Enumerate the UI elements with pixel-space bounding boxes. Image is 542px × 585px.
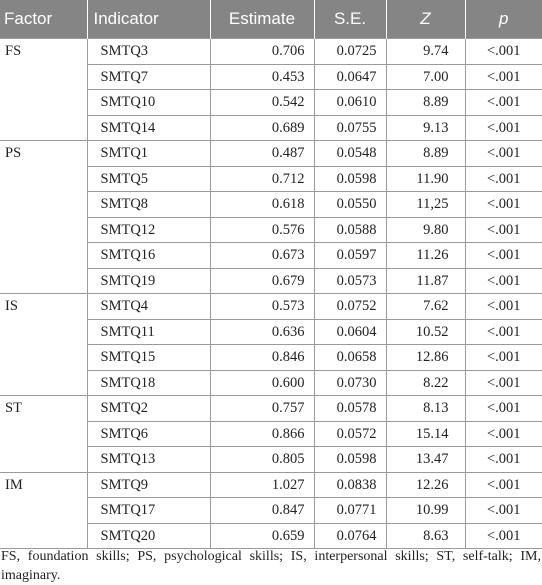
z-cell: 8.22 <box>386 370 465 396</box>
factor-cell: ST <box>0 396 87 473</box>
p-cell: <.001 <box>465 243 542 269</box>
z-cell: 11.87 <box>386 268 465 294</box>
p-cell: <.001 <box>465 192 542 218</box>
z-cell: 9.80 <box>386 217 465 243</box>
column-header-indicator: Indicator <box>87 0 210 39</box>
indicator-cell: SMTQ3 <box>87 39 210 65</box>
estimate-cell: 0.542 <box>210 90 314 116</box>
z-cell: 10.99 <box>386 498 465 524</box>
se-cell: 0.0588 <box>314 217 386 243</box>
se-cell: 0.0548 <box>314 141 386 167</box>
estimate-cell: 0.600 <box>210 370 314 396</box>
z-cell: 7.00 <box>386 64 465 90</box>
se-cell: 0.0764 <box>314 523 386 549</box>
se-cell: 0.0573 <box>314 268 386 294</box>
p-cell: <.001 <box>465 268 542 294</box>
se-cell: 0.0598 <box>314 166 386 192</box>
estimate-cell: 0.673 <box>210 243 314 269</box>
estimate-cell: 0.636 <box>210 319 314 345</box>
indicator-cell: SMTQ7 <box>87 64 210 90</box>
estimate-cell: 0.689 <box>210 115 314 141</box>
column-header-se: S.E. <box>314 0 386 39</box>
indicator-cell: SMTQ9 <box>87 472 210 498</box>
se-cell: 0.0604 <box>314 319 386 345</box>
z-cell: 13.47 <box>386 447 465 473</box>
se-cell: 0.0647 <box>314 64 386 90</box>
p-cell: <.001 <box>465 166 542 192</box>
z-cell: 8.63 <box>386 523 465 549</box>
p-cell: <.001 <box>465 447 542 473</box>
p-cell: <.001 <box>465 421 542 447</box>
estimate-cell: 0.576 <box>210 217 314 243</box>
z-cell: 15.14 <box>386 421 465 447</box>
factor-cell: PS <box>0 141 87 294</box>
table-body <box>0 39 542 549</box>
se-cell: 0.0597 <box>314 243 386 269</box>
column-header-estimate: Estimate <box>210 0 314 39</box>
indicator-cell: SMTQ5 <box>87 166 210 192</box>
estimate-cell: 0.866 <box>210 421 314 447</box>
table-row <box>0 472 542 498</box>
se-cell: 0.0752 <box>314 294 386 320</box>
estimate-cell: 0.847 <box>210 498 314 524</box>
estimate-cell: 0.453 <box>210 64 314 90</box>
indicator-cell: SMTQ12 <box>87 217 210 243</box>
column-header-p: p <box>465 0 542 39</box>
indicator-cell: SMTQ2 <box>87 396 210 422</box>
p-cell: <.001 <box>465 498 542 524</box>
p-cell: <.001 <box>465 472 542 498</box>
se-cell: 0.0550 <box>314 192 386 218</box>
p-cell: <.001 <box>465 370 542 396</box>
se-cell: 0.0610 <box>314 90 386 116</box>
estimate-cell: 0.712 <box>210 166 314 192</box>
estimate-cell: 0.618 <box>210 192 314 218</box>
z-cell: 9.13 <box>386 115 465 141</box>
estimate-cell: 0.706 <box>210 39 314 65</box>
factor-cell: IS <box>0 294 87 396</box>
p-cell: <.001 <box>465 396 542 422</box>
se-cell: 0.0838 <box>314 472 386 498</box>
z-cell: 12.86 <box>386 345 465 371</box>
z-cell: 9.74 <box>386 39 465 65</box>
estimate-cell: 0.573 <box>210 294 314 320</box>
estimate-cell: 0.659 <box>210 523 314 549</box>
indicator-cell: SMTQ10 <box>87 90 210 116</box>
p-cell: <.001 <box>465 345 542 371</box>
p-cell: <.001 <box>465 115 542 141</box>
indicator-cell: SMTQ20 <box>87 523 210 549</box>
estimate-cell: 0.805 <box>210 447 314 473</box>
p-cell: <.001 <box>465 319 542 345</box>
estimate-cell: 0.757 <box>210 396 314 422</box>
indicator-cell: SMTQ13 <box>87 447 210 473</box>
z-cell: 11.90 <box>386 166 465 192</box>
estimate-cell: 0.846 <box>210 345 314 371</box>
z-cell: 11.26 <box>386 243 465 269</box>
factor-cell: FS <box>0 39 87 141</box>
indicator-cell: SMTQ17 <box>87 498 210 524</box>
indicator-cell: SMTQ18 <box>87 370 210 396</box>
table-header <box>0 0 542 39</box>
se-cell: 0.0598 <box>314 447 386 473</box>
table-row <box>0 294 542 320</box>
z-cell: 11,25 <box>386 192 465 218</box>
factor-cell: IM <box>0 472 87 549</box>
p-cell: <.001 <box>465 39 542 65</box>
p-cell: <.001 <box>465 217 542 243</box>
indicator-cell: SMTQ8 <box>87 192 210 218</box>
indicator-cell: SMTQ11 <box>87 319 210 345</box>
column-header-z: Z <box>386 0 465 39</box>
se-cell: 0.0755 <box>314 115 386 141</box>
z-cell: 7.62 <box>386 294 465 320</box>
se-cell: 0.0730 <box>314 370 386 396</box>
z-cell: 12.26 <box>386 472 465 498</box>
z-cell: 8.89 <box>386 90 465 116</box>
se-cell: 0.0658 <box>314 345 386 371</box>
estimate-cell: 0.679 <box>210 268 314 294</box>
indicator-cell: SMTQ6 <box>87 421 210 447</box>
indicator-cell: SMTQ14 <box>87 115 210 141</box>
estimate-cell: 1.027 <box>210 472 314 498</box>
se-cell: 0.0572 <box>314 421 386 447</box>
indicator-cell: SMTQ1 <box>87 141 210 167</box>
p-cell: <.001 <box>465 294 542 320</box>
z-cell: 10.52 <box>386 319 465 345</box>
indicator-cell: SMTQ15 <box>87 345 210 371</box>
table-footnote: FS, foundation skills; PS, psychological skills; IS, interpersonal skills; ST, self-talk; IM, imaginary. <box>1 549 541 583</box>
table-row <box>0 39 542 65</box>
estimate-cell: 0.487 <box>210 141 314 167</box>
column-header-factor: Factor <box>0 0 87 39</box>
p-cell: <.001 <box>465 141 542 167</box>
indicator-cell: SMTQ16 <box>87 243 210 269</box>
se-cell: 0.0725 <box>314 39 386 65</box>
indicator-cell: SMTQ4 <box>87 294 210 320</box>
z-cell: 8.13 <box>386 396 465 422</box>
z-cell: 8.89 <box>386 141 465 167</box>
table-row <box>0 141 542 167</box>
p-cell: <.001 <box>465 523 542 549</box>
se-cell: 0.0578 <box>314 396 386 422</box>
table-row <box>0 396 542 422</box>
indicator-cell: SMTQ19 <box>87 268 210 294</box>
p-cell: <.001 <box>465 64 542 90</box>
se-cell: 0.0771 <box>314 498 386 524</box>
p-cell: <.001 <box>465 90 542 116</box>
